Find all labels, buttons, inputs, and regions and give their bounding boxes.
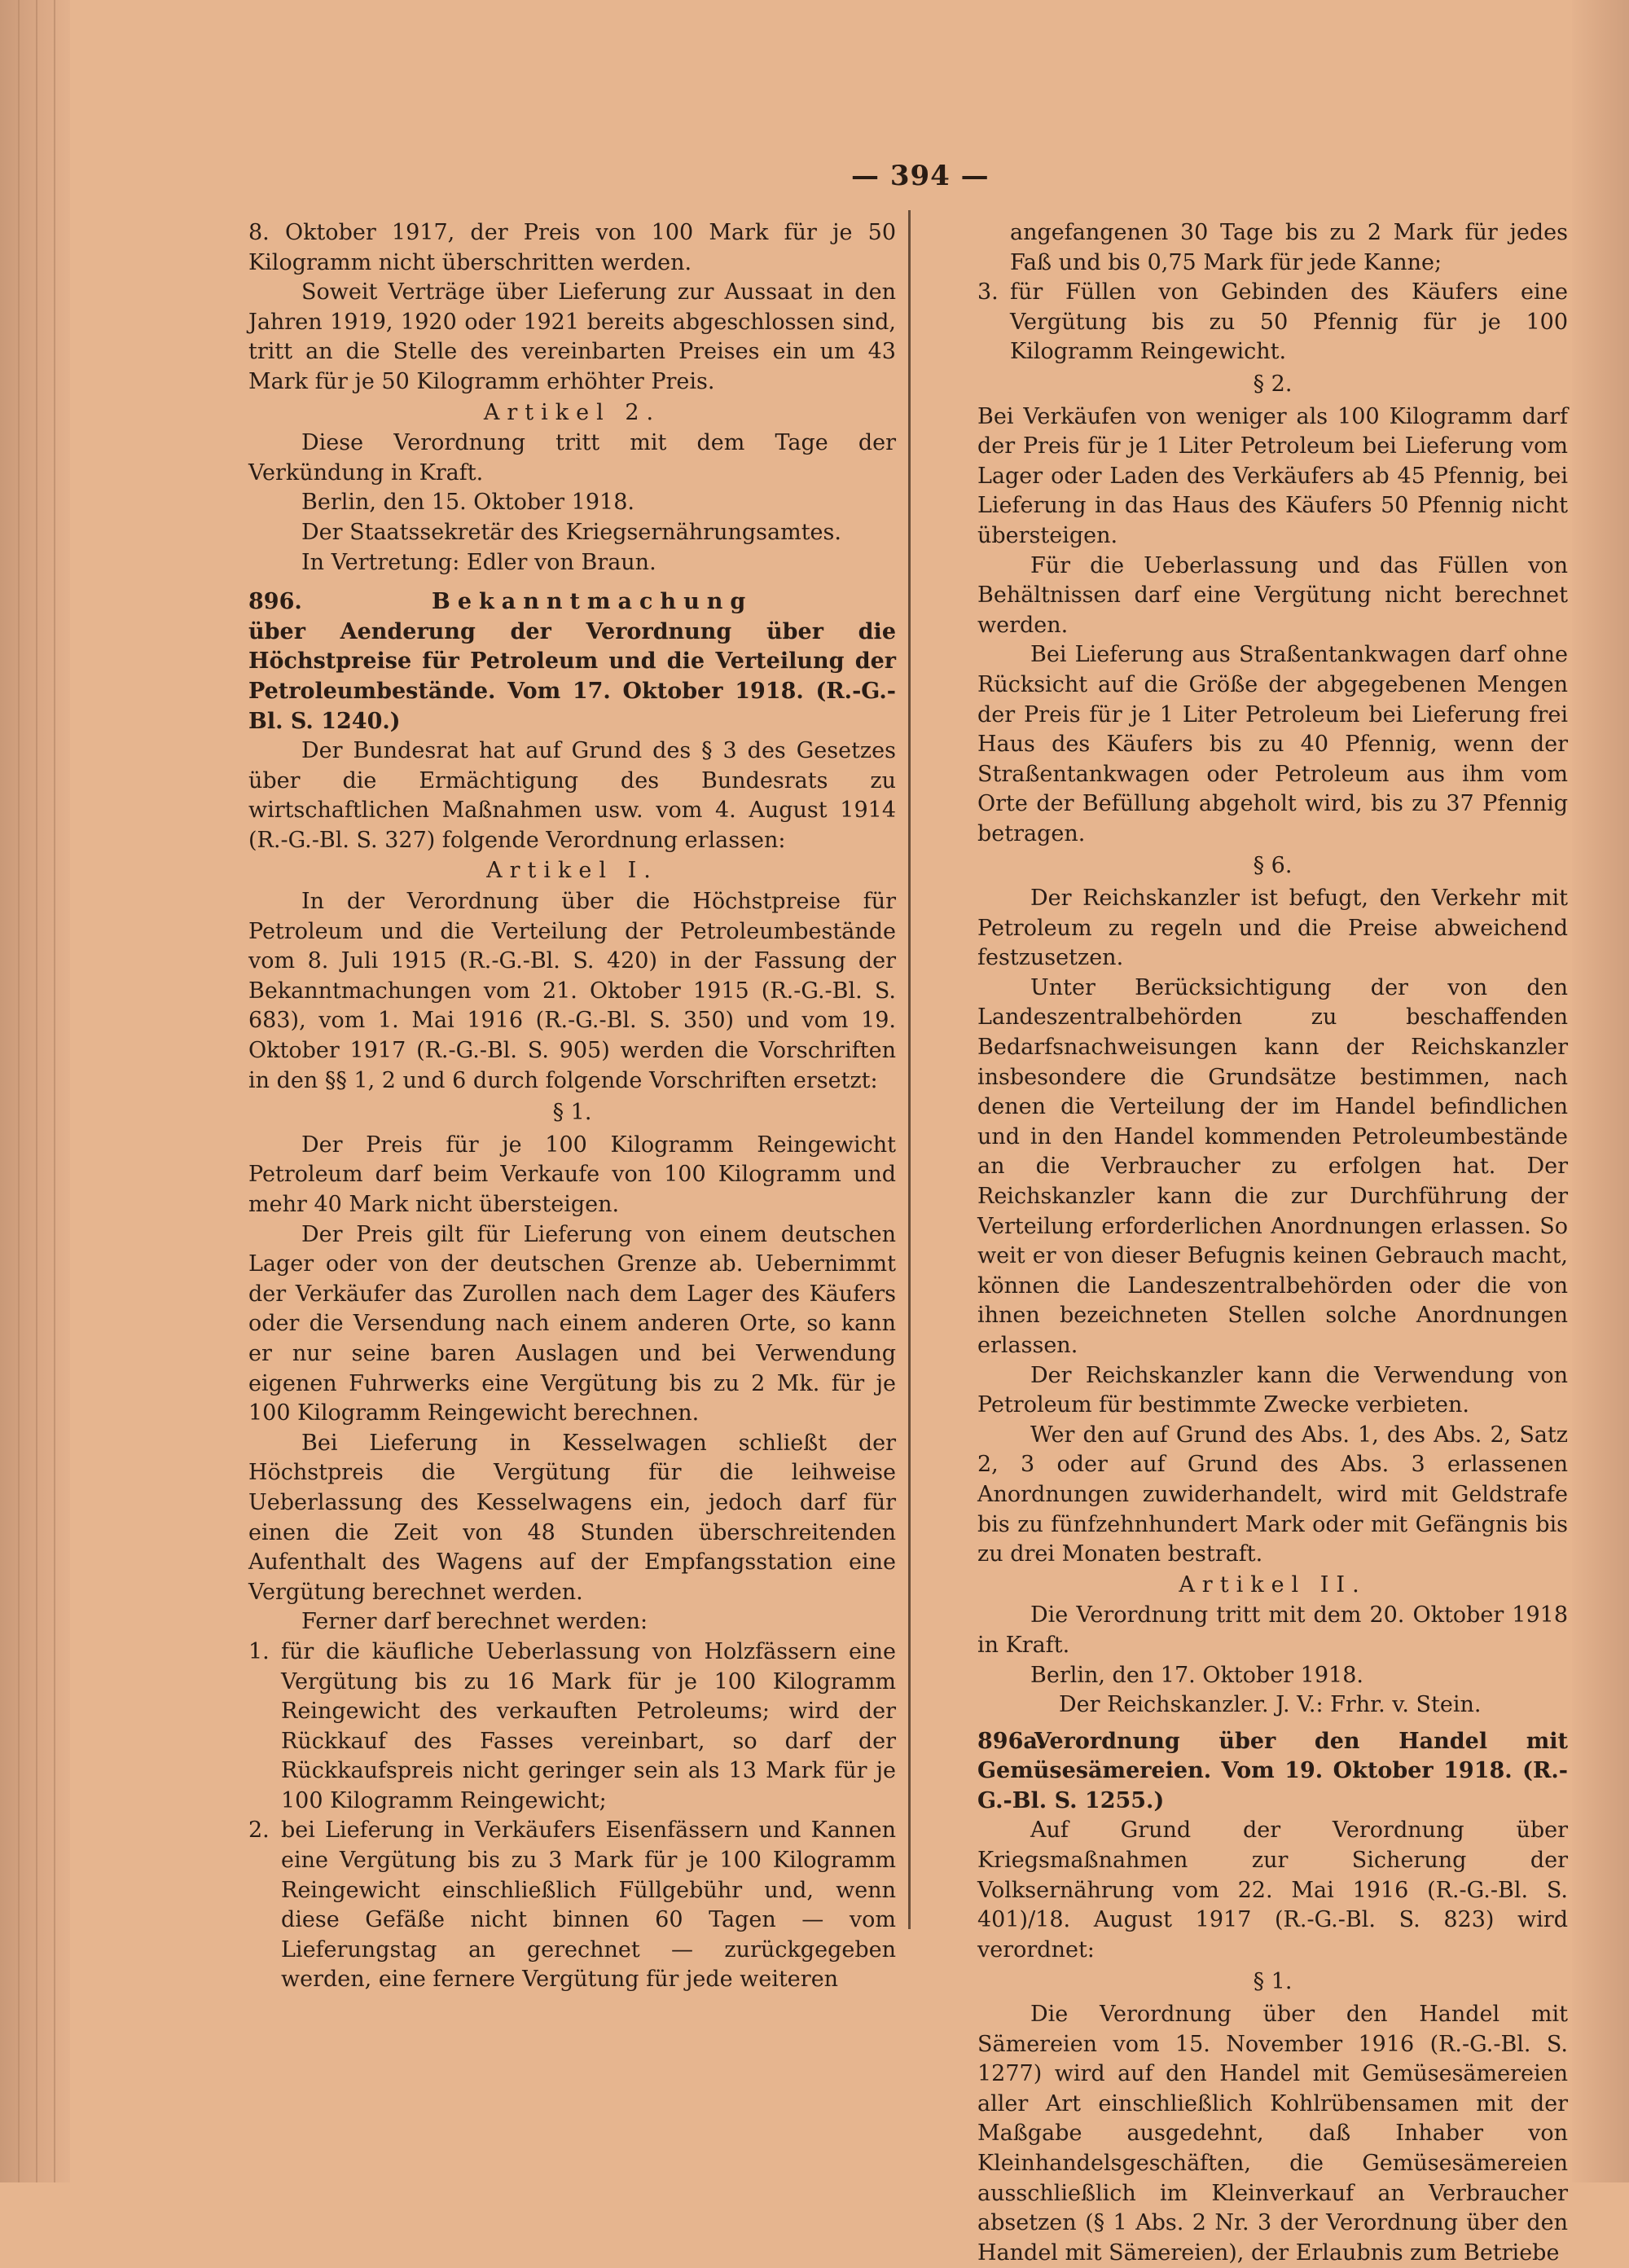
list-item [977,278,1568,367]
paragraph: Bei Lieferung in Kesselwagen schließt der Höchstpreis die Vergütung für die leihweise Ueberlassung des Kesselwagens ein, jedoch darf für einen die Zeit von 48 Stunden überschreitenden Aufenthalt des Wagens auf der Empfangsstation eine Vergütung berechnet werden. [248,1430,896,1605]
list-item [248,1637,896,1817]
paragraph: Soweit Verträge über Lieferung zur Aussaat in den Jahren 1919, 1920 oder 1921 bereits abgeschlossen sind, tritt an die Stelle des vereinbarten Preises ein um 43 Mark für je 50 Kilogramm erhöhter Preis. [248,279,896,394]
list-item [248,1816,896,1995]
right-column [977,218,1568,2268]
signature-name: Der Reichskanzler. J. V.: Frhr. v. Stein. [1059,1692,1482,1718]
page-stack-line [54,0,55,2182]
section-heading: § 6. [1253,853,1293,879]
paragraph: Unter Berücksichtigung der von den Landeszentralbehörden zu beschaffenden Bedarfsnachweisungen kann der Reichskanzler insbesondere die Grundsätze bestimmen, nach denen die Verteilung der im Handel befindlichen und in den Handel kommenden Petroleumbestände an die Verbraucher zu erfolgen hat. Der Reichskanzler kann die zur Durchführung der Verteilung erforderlichen Anordnungen erlassen. So weit er von dieser Befugnis keinen Gebrauch macht, können die Landeszentralbehörden oder die von ihnen bezeichneten Stellen solche Anordnungen erlassen. [977,974,1568,1358]
list-item-text: für die käufliche Ueberlassung von Holzfässern eine Vergütung bis zu 16 Mark für je 100 Kilogramm Reingewicht des verkauften Petroleums; wird der Rückkauf des Fasses vereinbart, so darf der Rückkaufspreis nicht geringer sein als 13 Mark für je 100 Kilogramm Reingewicht; [281,1638,896,1813]
section-heading: § 1. [552,1100,592,1126]
paragraph: Wer den auf Grund des Abs. 1, des Abs. 2, Satz 2, 3 oder auf Grund des Abs. 3 erlassenen Anordnungen zuwiderhandelt, wird mit Geldstrafe bis zu fünfzehnhundert Mark oder mit Gefängnis bis zu drei Monaten bestraft. [977,1422,1568,1567]
paragraph: angefangenen 30 Tage bis zu 2 Mark für jedes Faß und bis 0,75 Mark für jede Kanne; [1010,220,1568,275]
page-right-edge [1572,0,1629,2182]
signature-date: Berlin, den 17. Oktober 1918. [1030,1662,1363,1688]
list-item-text: für Füllen von Gebinden des Käufers eine Vergütung bis zu 50 Pfennig für je 100 Kilogramm Reingewicht. [1010,279,1568,365]
left-column [248,218,896,1995]
article-heading: Artikel I. [486,858,658,884]
announcement-title: über Aenderung der Verordnung über die Höchstpreise für Petroleum und die Verteilung der Petroleumbestände. Vom 17. Oktober 1918. (R.-G.-Bl. S. 1240.) [248,618,896,734]
announcement-title-text: Verordnung über den Handel mit Gemüsesämereien. Vom 19. Oktober 1918. (R.-G.-Bl. S. 1255.) [977,1728,1568,1813]
list-item-text: bei Lieferung in Verkäufers Eisenfässern und Kannen eine Vergütung bis zu 3 Mark für je 100 Kilogramm Reingewicht einschließlich Füllgebühr und, wenn diese Gefäße nicht binnen 60 Tagen — vom Lieferungstag an gerechnet — zurückgegeben werden, eine fernere Vergütung für jede weiteren [281,1817,896,1993]
paragraph: Der Preis für je 100 Kilogramm Reingewicht Petroleum darf beim Verkaufe von 100 Kilogramm und mehr 40 Mark nicht übersteigen. [248,1132,896,1217]
paragraph: Auf Grund der Verordnung über Kriegsmaßnahmen zur Sicherung der Volksernährung vom 22. Mai 1916 (R.-G.-Bl. S. 401)/18. August 1917 (R.-G.-Bl. S. 823) wird verordnet: [977,1817,1568,1963]
column-divider [908,210,911,1929]
announcement-number: 896. [248,589,302,615]
announcement-title [977,1727,1568,1817]
paragraph: Ferner darf berechnet werden: [301,1609,648,1635]
section-heading: § 2. [1253,371,1293,397]
book-binding-edge [0,0,70,2182]
paragraph: 8. Oktober 1917, der Preis von 100 Mark für je 50 Kilogramm nicht überschritten werden. [248,220,896,275]
paragraph: Für die Ueberlassung und das Füllen von Behältnissen darf eine Vergütung nicht berechnet werden. [977,552,1568,638]
paragraph: Der Bundesrat hat auf Grund des § 3 des Gesetzes über die Ermächtigung des Bundesrats zu wirtschaftlichen Maßnahmen usw. vom 4. August 1914 (R.-G.-Bl. S. 327) folgende Verordnung erlassen: [248,738,896,853]
list-item-number: 1. [248,1638,270,1664]
paragraph: In der Verordnung über die Höchstpreise für Petroleum und die Verteilung der Petroleumbestände vom 8. Juli 1915 (R.-G.-Bl. S. 420) in der Fassung der Bekanntmachungen vom 21. Oktober 1915 (R.-G.-Bl. S. 683), vom 1. Mai 1916 (R.-G.-Bl. S. 350) und vom 19. Oktober 1917 (R.-G.-Bl. S. 905) werden die Vorschriften in den §§ 1, 2 und 6 durch folgende Vorschriften ersetzt: [248,889,896,1093]
announcement-number: 896a. [977,1728,1046,1754]
signature-date: Berlin, den 15. Oktober 1918. [301,490,634,516]
section-heading: § 1. [1253,1969,1293,1995]
paragraph: Diese Verordnung tritt mit dem Tage der Verkündung in Kraft. [248,430,896,486]
list-item-number: 3. [977,279,999,305]
paragraph: Die Verordnung über den Handel mit Sämereien vom 15. November 1916 (R.-G.-Bl. S. 1277) wird auf den Handel mit Gemüsesämereien aller Art einschließlich Kohlrübensamen mit der Maßgabe ausgedehnt, daß Inhaber von Kleinhandelsgeschäften, die Gemüsesämereien ausschließlich im Kleinverkauf an Verbraucher absetzen (§ 1 Abs. 2 Nr. 3 der Verordnung über den Handel mit Sämereien), der Erlaubnis zum Betriebe [977,2002,1568,2266]
article-heading: Artikel II. [1179,1571,1367,1598]
paragraph: Die Verordnung tritt mit dem 20. Oktober 1918 in Kraft. [977,1602,1568,1658]
list-item-number: 2. [248,1817,270,1844]
page-stack-line [36,0,37,2182]
announcement-heading [248,587,896,618]
paragraph: Der Preis gilt für Lieferung von einem deutschen Lager oder von der deutschen Grenze ab. Uebernimmt der Verkäufer das Zurollen nach dem Lager des Käufers oder die Versendung nach einem anderen Orte, so kann er nur seine baren Auslagen und bei Verwendung eigenen Fuhrwerks eine Vergütung bis zu 2 Mk. für je 100 Kilogramm Reingewicht berechnen. [248,1221,896,1426]
paragraph: Der Reichskanzler kann die Verwendung von Petroleum für bestimmte Zwecke verbieten. [977,1362,1568,1418]
signature-office: Der Staatssekretär des Kriegsernährungsamtes. [301,519,841,545]
page-stack-line [18,0,20,2182]
paragraph: Bei Lieferung aus Straßentankwagen darf ohne Rücksicht auf die Größe der abgegebenen Mengen der Preis für je 1 Liter Petroleum bei Lieferung frei Haus des Käufers bis zu 40 Pfennig, wenn der Straßentankwagen oder Petroleum aus ihm vom Orte der Befüllung abgeholt wird, bis zu 37 Pfennig betragen. [977,642,1568,846]
paragraph: Der Reichskanzler ist befugt, den Verkehr mit Petroleum zu regeln und die Preise abweichend festzusetzen. [977,886,1568,971]
article-heading: Artikel 2. [483,399,661,425]
spacer [977,1721,1568,1727]
paragraph: Bei Verkäufen von weniger als 100 Kilogramm darf der Preis für je 1 Liter Petroleum bei Lieferung vom Lager oder Laden des Verkäufers ab 45 Pfennig, bei Lieferung in das Haus des Käufers 50 Pfennig nicht übersteigen. [977,403,1568,548]
announcement-word: Bekanntmachung [432,589,753,615]
signature-name: In Vertretung: Edler von Braun. [301,549,656,575]
page-number: — 394 — [851,160,990,192]
